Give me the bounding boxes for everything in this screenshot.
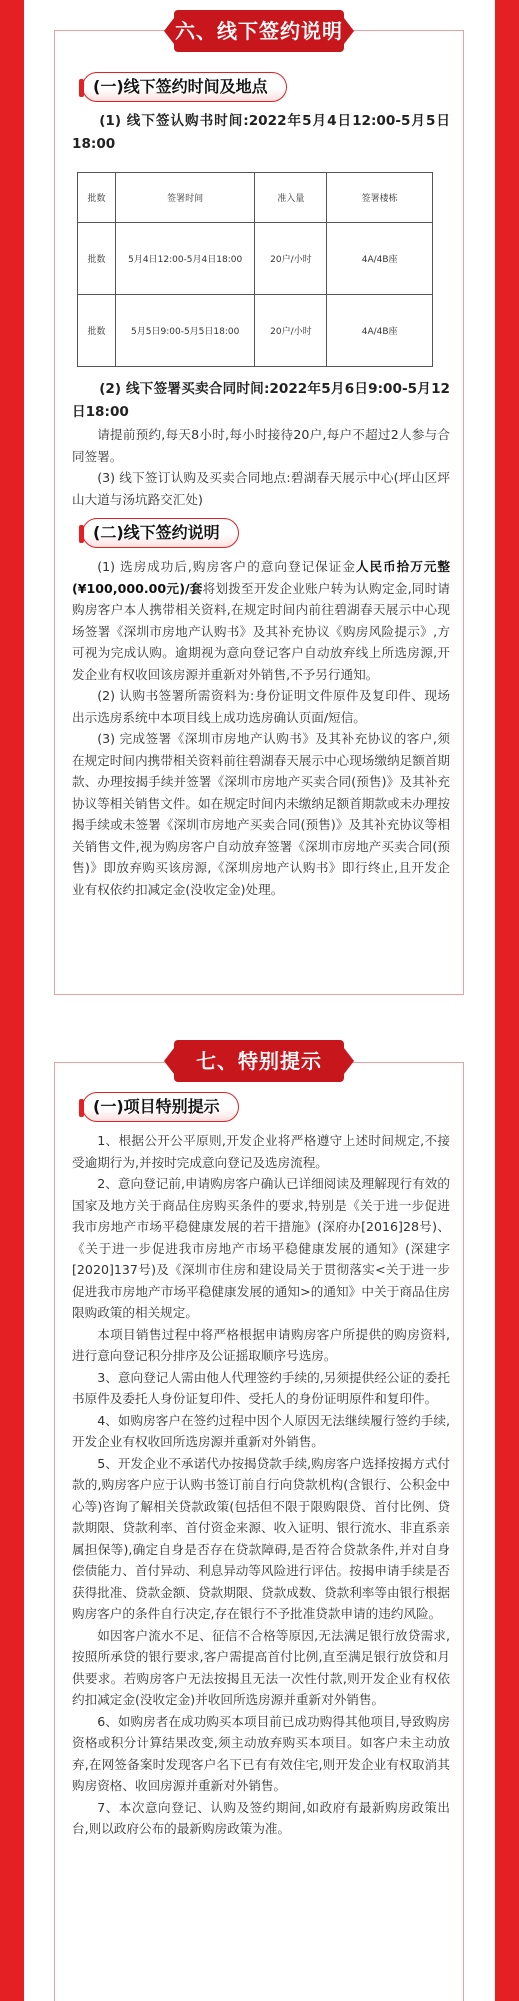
table-cell: 5月4日12:00-5月4日18:00 — [115, 223, 255, 295]
table-cell: 4A/4B座 — [327, 223, 433, 295]
table-cell: 批数 — [78, 223, 116, 295]
instruction-paragraph-3: (3) 完成签署《深圳市房地产认购书》及其补充协议的客户,须在规定时间内携带相关资料前往碧湖春天展示中心现场缴纳足额首期款、办理按揭手续并签署《深圳市房地产买卖合同(预售)》及其补充协议等相关销售文件。如在规定时间内未缴纳足额首期款或未办理按揭手续或未签署《深圳市房地产买卖合同(预售)》及其补充协议等相关销售文件,视为购房客户自动放弃签署《深圳市房地产买卖合同(预售)》即放弃购买该房源,《深圳房地产认购书》即行终止,且开发企业有权依约扣减定金(没收定金)处理。 — [72, 731, 450, 897]
instruction-1-part-a: (1) 选房成功后,购房客户的意向登记保证金 — [97, 559, 356, 574]
section7-subtitle-project-notes: (一)项目特别提示 — [82, 1092, 239, 1122]
contract-time-line: (2) 线下签署买卖合同时间:2022年5月6日9:00-5月12日18:00 — [72, 381, 450, 420]
note-paragraph: 5、开发企业不承诺代办按揭贷款手续,购房客户选择按揭方式付款的,购房客户应于认购书签订前自行向贷款机构(含银行、公积金中心等)咨询了解相关贷款政策(包括但不限于限购限贷、首付比例、贷款期限、贷款利率、首付资金来源、收入证明、银行流水、非直系亲属担保等),确定自身是否存在贷款障碍,是否符合贷款条件,并对自身偿债能力、首付异动、利息异动等风险进行评估。按揭申请手续是否获得批准、贷款金额、贷款期限、贷款成数、贷款利率等由银行根据购房客户的条件自行决定,存在银行不予批准贷款申请的违约风险。 — [72, 1455, 450, 1621]
table-row — [78, 223, 433, 295]
section6-subtitle-instructions: (二)线下签约说明 — [82, 518, 239, 548]
table-header: 签署时间 — [115, 173, 255, 223]
table-cell: 4A/4B座 — [327, 295, 433, 367]
left-red-border — [0, 0, 24, 2001]
table-cell: 5月5日9:00-5月5日18:00 — [115, 295, 255, 367]
section6-title: 六、线下签约说明 — [174, 10, 344, 52]
note-paragraph: 如因客户流水不足、征信不合格等原因,无法满足银行放贷需求,按照所承贷的银行要求,客户需提高首付比例,直至满足银行放贷和月供要求。若购房客户无法按揭且无法一次性付款,则开发企业有权依约扣减定金(没收定金)并收回所选房源并重新对外销售。 — [72, 1627, 450, 1707]
signing-schedule-table — [77, 172, 433, 367]
note-paragraph: 3、意向登记人需由他人代理签约手续的,另须提供经公证的委托书原件及委托人身份证复印件、受托人的身份证明原件和复印件。 — [72, 1369, 450, 1406]
table-header: 准入量 — [255, 173, 327, 223]
special-notes-block — [72, 1130, 450, 1840]
table-header-row — [78, 173, 433, 223]
instruction-paragraph-1 — [72, 556, 450, 685]
instruction-1-part-b: 将划拨至开发企业账户转为认购定金,同时请购房客户本人携带相关资料,在规定时间内前往碧湖春天展示中心现场签署《深圳市房地产认购书》及其补充协议《购房风险提示》,方可视为完成认购。逾期视为意向登记客户自动放弃线上所选房源,开发企业有权收回该房源并重新对外销售,不予另行通知。 — [72, 580, 450, 682]
instructions-block — [72, 556, 450, 900]
section7-title: 七、特别提示 — [174, 1040, 344, 1082]
note-paragraph: 1、根据公开公平原则,开发企业将严格遵守上述时间规定,不接受逾期行为,并按时完成意向登记及选房流程。 — [72, 1133, 450, 1170]
right-red-border — [495, 0, 519, 2001]
note-paragraph: 7、本次意向登记、认购及签约期间,如政府有最新购房政策出台,则以政府公布的最新购房政策为准。 — [72, 1799, 450, 1836]
deposit-amount: 人民币拾万元整(¥100,000.00元)/套 — [72, 559, 450, 596]
appointment-text: 请提前预约,每天8小时,每小时接待20户,每户不超过2人参与合同签署。 — [72, 427, 450, 464]
note-paragraph: 4、如购房客户在签约过程中因个人原因无法继续履行签约手续,开发企业有权收回所选房源并重新对外销售。 — [72, 1412, 450, 1449]
signing-time-line: (1) 线下签认购书时间:2022年5月4日12:00-5月5日18:00 — [72, 113, 450, 152]
table-header: 批数 — [78, 173, 116, 223]
instruction-paragraph-2: (2) 认购书签署所需资料为:身份证明文件原件及复印件、现场出示选房系统中本项目线上成功选房确认页面/短信。 — [72, 688, 450, 725]
note-paragraph: 6、如购房者在成功购买本项目前已成功购得其他项目,导致购房资格或积分计算结果改变,须主动放弃购买本项目。如客户未主动放弃,在网签备案时发现客户名下已有有效住宅,则开发企业有权取消其购房资格、收回房源并重新对外销售。 — [72, 1713, 450, 1793]
contract-info-block — [72, 378, 450, 510]
location-text: (3) 线下签订认购及买卖合同地点:碧湖春天展示中心(坪山区坪山大道与汤坑路交汇处) — [72, 470, 450, 507]
table-cell: 批数 — [78, 295, 116, 367]
table-header: 签署楼栋 — [327, 173, 433, 223]
table-row — [78, 295, 433, 367]
table-cell: 20户/小时 — [255, 223, 327, 295]
table-cell: 20户/小时 — [255, 295, 327, 367]
note-paragraph: 本项目销售过程中将严格根据申请购房客户所提供的购房资料,进行意向登记积分排序及公证摇取顺序号选房。 — [72, 1326, 450, 1363]
note-paragraph: 2、意向登记前,申请购房客户确认已详细阅读及理解现行有效的国家及地方关于商品住房购买条件的要求,特别是《关于进一步促进我市房地产市场平稳健康发展的若干措施》(深府办[2016]28号)、《关于进一步促进我市房地产市场平稳健康发展的通知》(深建字[2020]137号)及《深圳市住房和建设局关于贯彻落实<关于进一步促进我市房地产市场平稳健康发展的通知>的通知》中关于商品住房限购政策的相关规定。 — [72, 1176, 450, 1320]
section6-subtitle-time-location: (一)线下签约时间及地点 — [82, 72, 287, 102]
